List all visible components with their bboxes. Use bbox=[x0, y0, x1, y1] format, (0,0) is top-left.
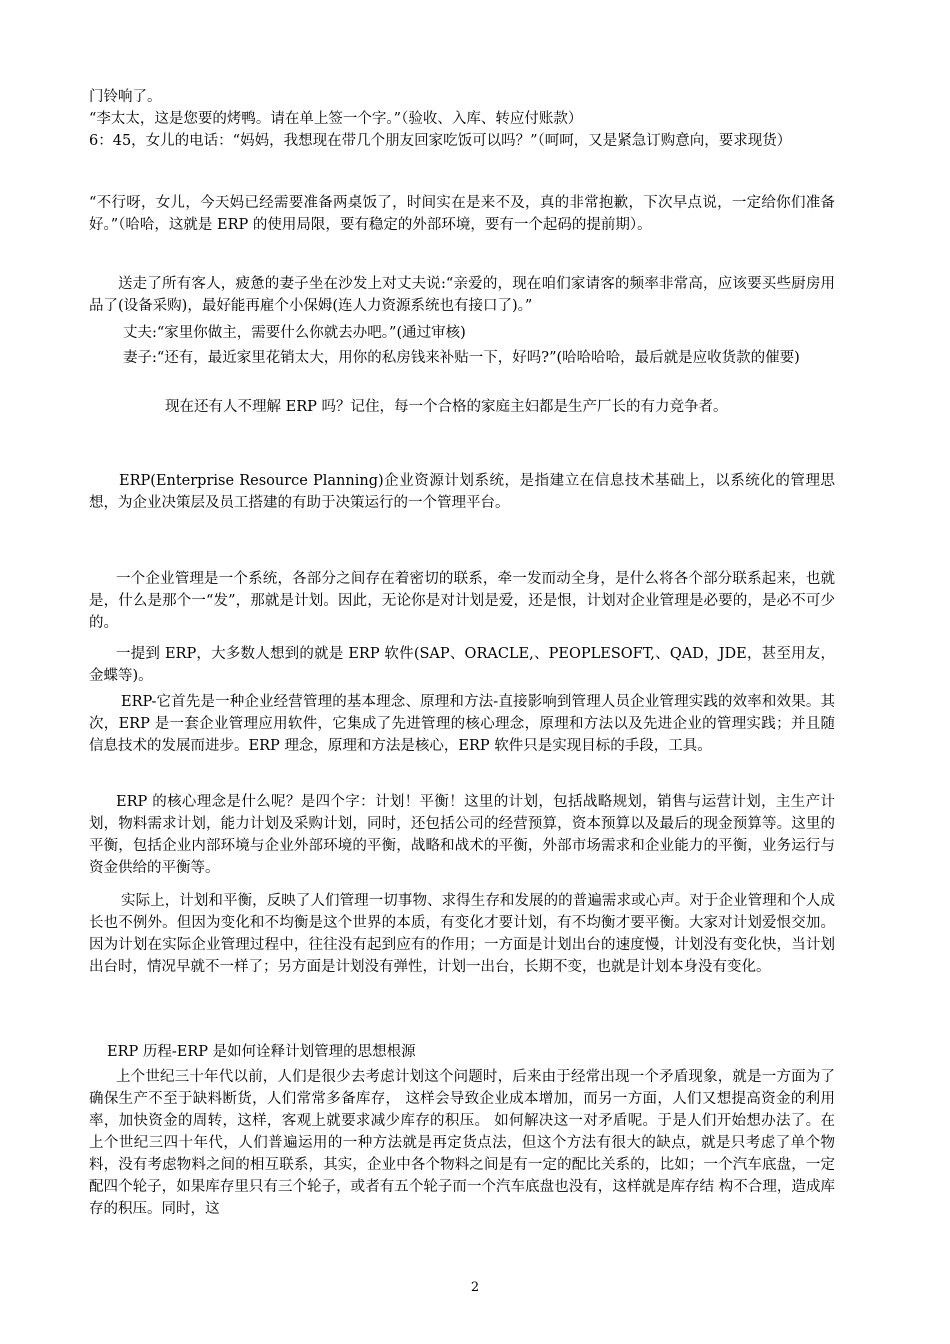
paragraph-history: 上个世纪三十年代以前，人们是很少去考虑计划这个问题时，后来由于经常出现一个矛盾现象，就是一方面为了确保生产不至于缺料断货，人们常常多备库存， 这样会导致企业成本增加，而另一方面，人们又想提高资金的利用率，加快资金的周转，这样，客观上就要求减少库存的积压。 如何解决这一对矛盾呢。于是人们开始想办法了。在 上个世纪三四十年代，人们普遍运用的一种方法就是再定货点法，但这个方法有很大的缺点，就是只考虑了单个物料，没有考虑物料之间的相互联系，其实，企业中各个物料之间是有一定的配比关系的，比如；一个汽车底盘，一定配四个轮子，如果库存里只有三个轮子，或者有五个轮子而一个汽车底盘也没有，这样就是库存结 构不合理，造成库存的积压。同时，这 bbox=[89, 1069, 835, 1217]
paragraph-doorbell: 门铃响了。 bbox=[89, 89, 162, 105]
paragraph-wife: 送走了所有客人，疲惫的妻子坐在沙发上对丈夫说:“亲爱的，现在咱们家请客的频率非常高，应该要买些厨房用品了(设备采购)，最好能再雇个小保姆(连人力资源系统也有接口了)。” bbox=[89, 276, 835, 314]
paragraph-erp-concept: ERP-它首先是一种企业经营管理的基本理念、原理和方法-直接影响到管理人员企业管理实践的效率和效果。其次，ERP 是一套企业管理应用软件，它集成了先进管理的核心理念，原理和方法以及先进企业的管理实践；并且随信息技术的发展而进步。ERP 理念，原理和方法是核心，ERP 软件只是实现目标的手段，工具。 bbox=[89, 694, 835, 754]
paragraph-daughter-call: 6：45，女儿的电话：“妈妈，我想现在带几个朋友回家吃饭可以吗？”（呵呵，又是紧急订购意向，要求现货） bbox=[89, 133, 792, 149]
paragraph-roast-duck: “李太太，这是您要的烤鸭。请在单上签一个字。”（验收、入库、转应付账款） bbox=[89, 111, 583, 127]
paragraph-erp-core: ERP 的核心理念是什么呢？是四个字：计划！平衡！这里的计划，包括战略规划，销售与运营计划，主生产计划，物料需求计划，能力计划及采购计划，同时，还包括公司的经营预算，资本预算以及最后的现金预算等。这里的平衡，包括企业内部环境与企业外部环境的平衡，战略和战术的平衡，外部市场需求和企业能力的平衡，业务运行与资金供给的平衡等。 bbox=[89, 794, 835, 876]
paragraph-system: 一个企业管理是一个系统，各部分之间存在着密切的联系，牵一发而动全身，是什么将各个部分联系起来，也就是，什么是那个一“发”，那就是计划。因此，无论你是对计划是爱，还是恨，计划对企业管理是必要的，是必不可少的。 bbox=[89, 571, 835, 631]
paragraph-erp-software: 一提到 ERP，大多数人想到的就是 ERP 软件(SAP、ORACLE,、PEOPLESOFT,、QAD，JDE，甚至用友，金蝶等)。 bbox=[89, 646, 835, 684]
paragraph-wife-2: 妻子:“还有，最近家里花销太大，用你的私房钱来补贴一下，好吗?”(哈哈哈哈，最后就是应收货款的催要) bbox=[123, 350, 800, 366]
page-number: 2 bbox=[470, 1280, 480, 1295]
paragraph-reply: “不行呀，女儿，今天妈已经需要准备两桌饭了，时间实在是来不及，真的非常抱歉，下次早点说，一定给你们准备好。”（哈哈，这就是 ERP 的使用局限，要有稳定的外部环境，要有一个起码的提前期）。 bbox=[89, 195, 835, 233]
section-heading-erp-history: ERP 历程-ERP 是如何诠释计划管理的思想根源 bbox=[107, 1044, 416, 1060]
paragraph-husband: 丈夫:“家里你做主，需要什么你就去办吧。”(通过审核) bbox=[123, 325, 466, 341]
paragraph-summary: 现在还有人不理解 ERP 吗？记住，每一个合格的家庭主妇都是生产厂长的有力竞争者。 bbox=[165, 399, 728, 415]
paragraph-erp-definition: ERP(Enterprise Resource Planning)企业资源计划系统，是指建立在信息技术基础上，以系统化的管理思想，为企业决策层及员工搭建的有助于决策运行的一个管理平台。 bbox=[89, 473, 835, 511]
paragraph-plan-balance: 实际上，计划和平衡，反映了人们管理一切事物、求得生存和发展的的普遍需求或心声。对于企业管理和个人成长也不例外。但因为变化和不均衡是这个世界的本质，有变化才要计划，有不均衡才要平衡。大家对计划爱恨交加。因为计划在实际企业管理过程中，往往没有起到应有的作用；一方面是计划出台的速度慢，计划没有变化快，当计划出台时，情况早就不一样了；另方面是计划没有弹性，计划一出台，长期不变，也就是计划本身没有变化。 bbox=[89, 893, 835, 975]
